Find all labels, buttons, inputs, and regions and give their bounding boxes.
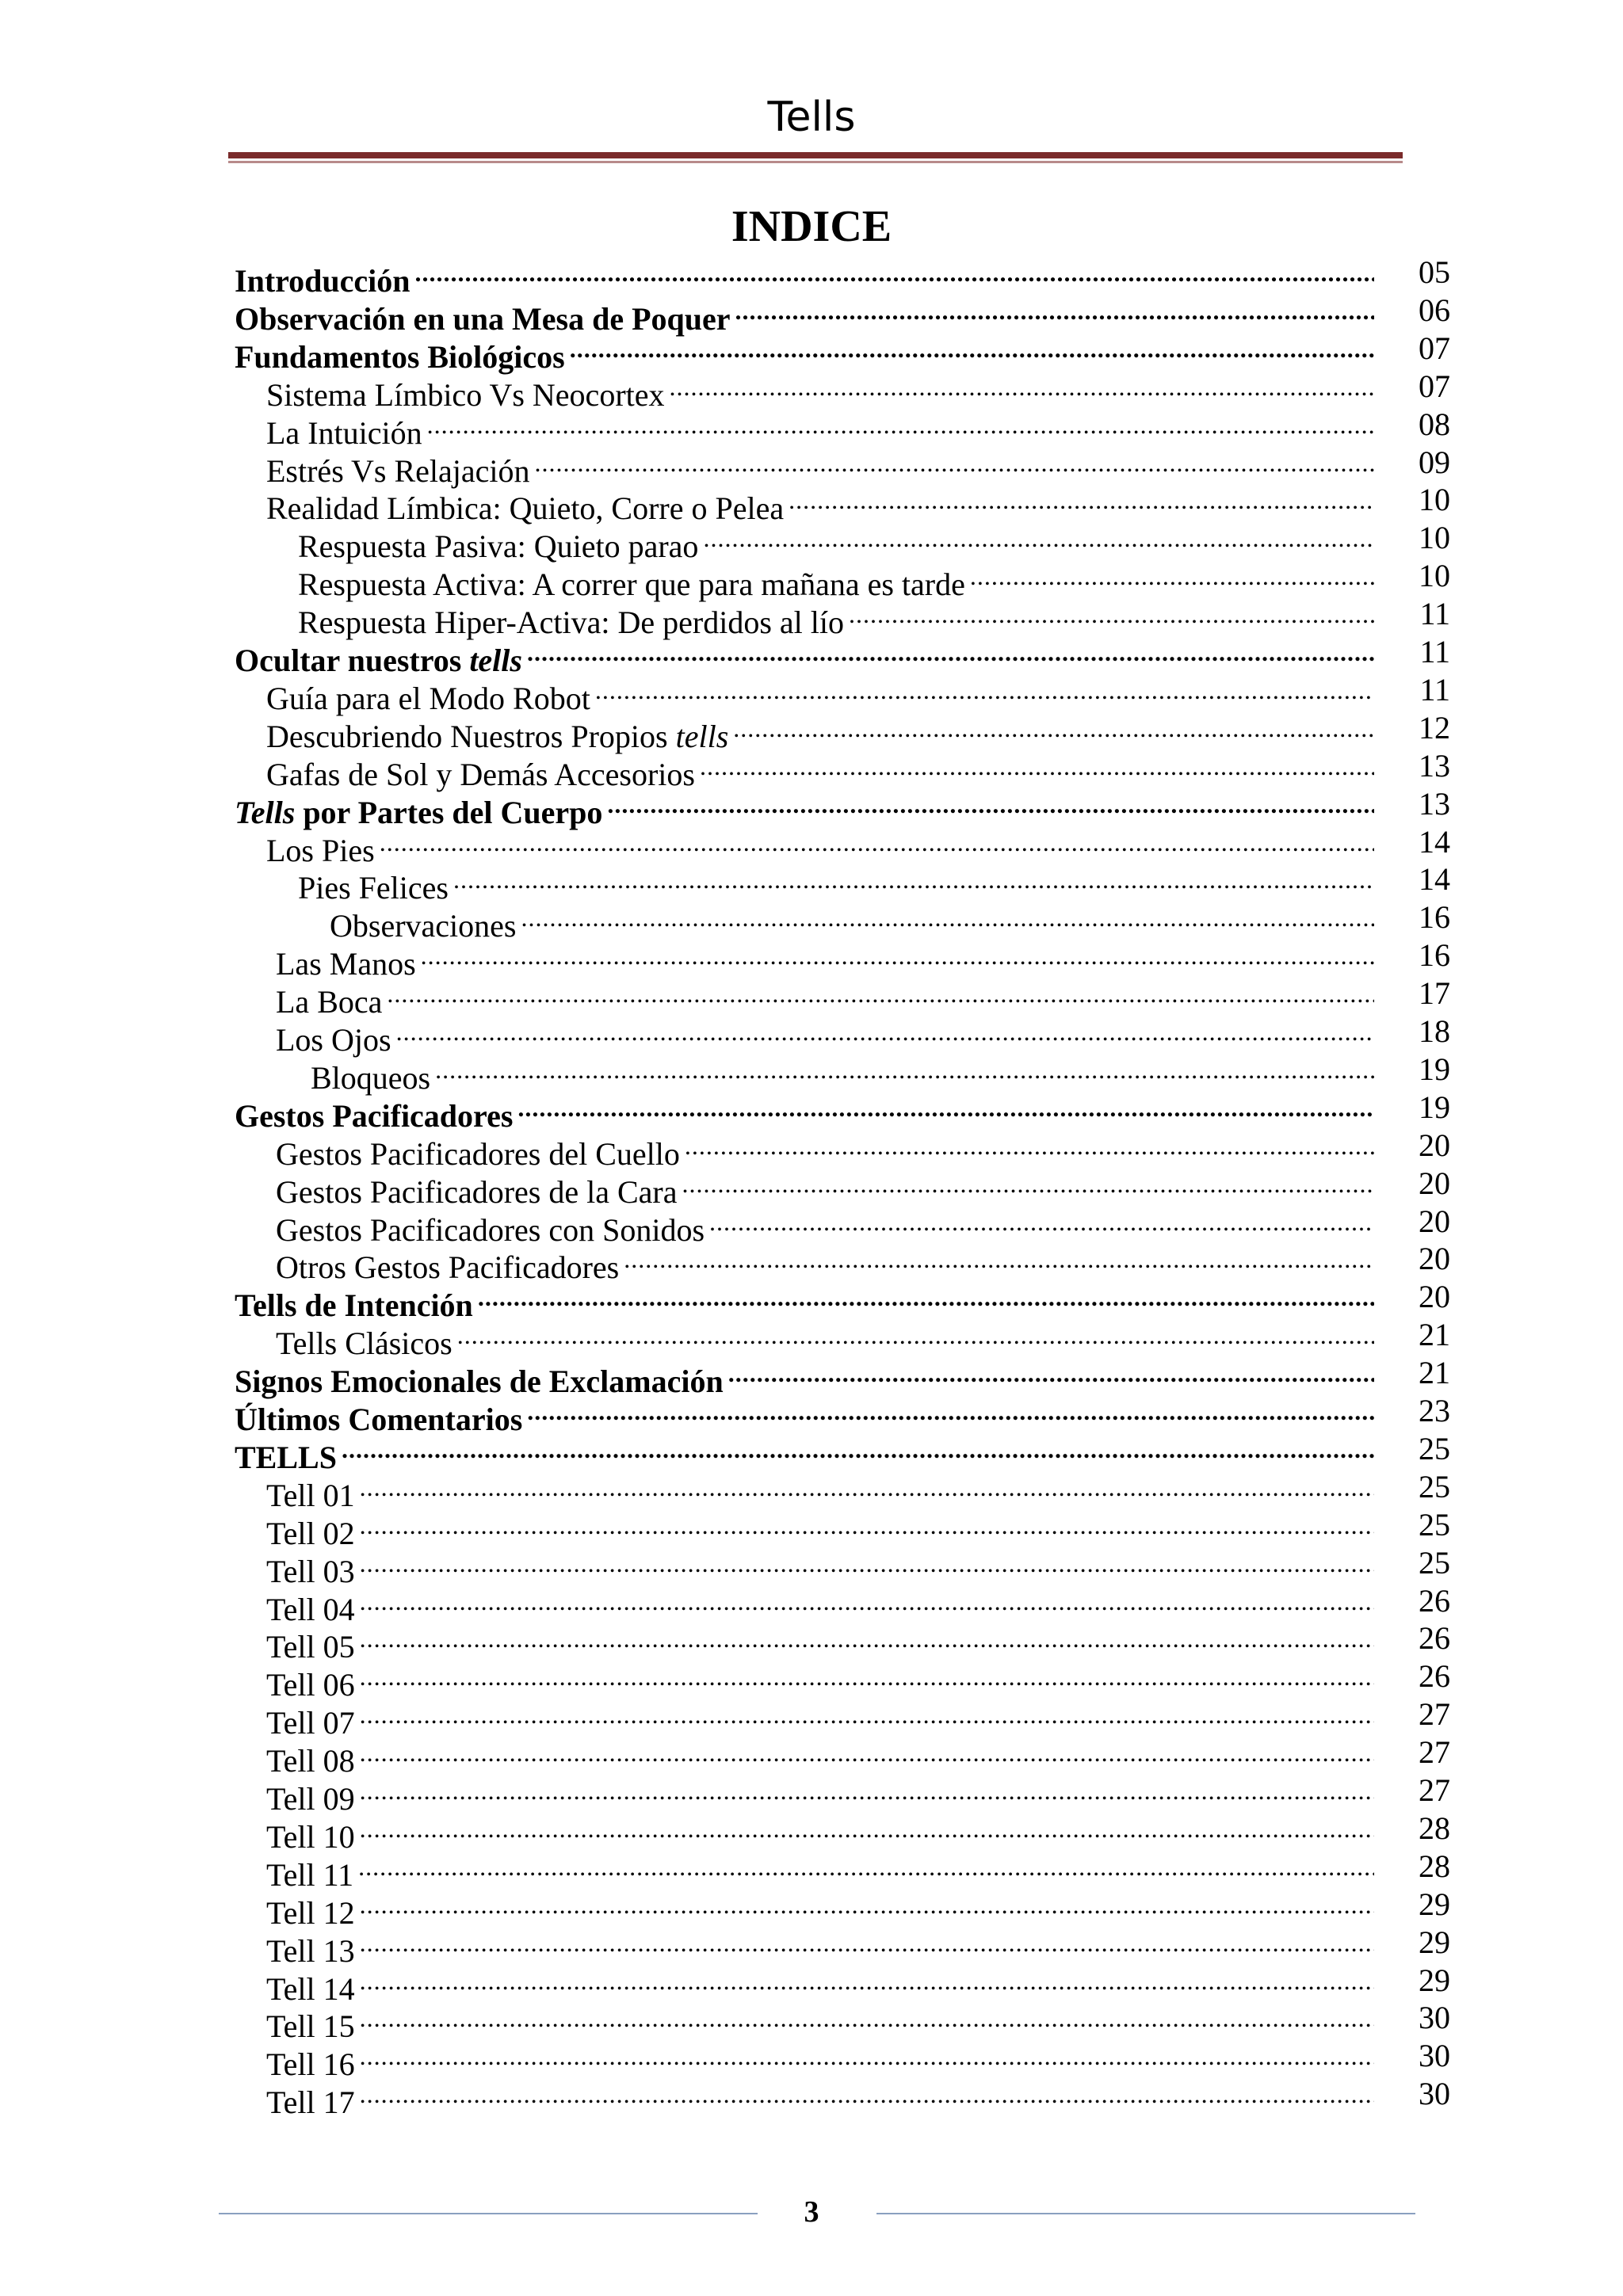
toc-entry-label-text: Otros Gestos Pacificadores	[276, 1249, 620, 1286]
toc-entry[interactable]	[266, 1733, 1450, 1779]
toc-dot-leader	[682, 1165, 1374, 1203]
toc-dot-leader	[358, 1848, 1374, 1886]
toc-entry[interactable]	[266, 1544, 1450, 1589]
toc-dot-leader	[427, 406, 1374, 444]
toc-dot-leader	[624, 1240, 1374, 1278]
toc-dot-leader	[360, 1657, 1374, 1695]
toc-dot-leader	[360, 1962, 1374, 2000]
toc-entry-label-text: Tell 15	[266, 2008, 355, 2045]
toc-dot-leader	[521, 898, 1374, 936]
toc-entry[interactable]	[266, 747, 1450, 792]
toc-entry-page: 19	[1419, 1089, 1450, 1125]
toc-entry-page: 25	[1419, 1468, 1450, 1505]
toc-dot-leader	[360, 1582, 1374, 1620]
toc-dot-leader	[570, 330, 1374, 368]
toc-entry[interactable]	[266, 823, 1450, 868]
toc-entry-label-text: Tell 06	[266, 1667, 355, 1703]
toc-dot-leader	[703, 519, 1374, 557]
toc-entry-page: 25	[1419, 1430, 1450, 1466]
toc-entry-label-text: Tell 04	[266, 1591, 355, 1627]
toc-entry-label-text: Tell 10	[266, 1818, 355, 1855]
toc-entry-label-text: Ocultar nuestros	[235, 643, 470, 678]
toc-entry-label-text: Signos Emocionales de Exclamación	[235, 1363, 724, 1400]
toc-dot-leader	[360, 1999, 1374, 2037]
toc-entry[interactable]	[266, 1999, 1450, 2045]
toc-entry[interactable]	[266, 671, 1450, 716]
toc-entry[interactable]	[276, 1165, 1450, 1210]
toc-entry-page: 16	[1419, 899, 1450, 936]
toc-entry-label-text: Los Pies	[266, 832, 375, 868]
toc-dot-leader	[535, 444, 1374, 482]
toc-entry-page: 09	[1419, 444, 1450, 480]
toc-entry-label-text: Tell 17	[266, 2084, 355, 2121]
toc-entry[interactable]	[298, 595, 1450, 641]
toc-entry-page: 26	[1419, 1620, 1450, 1657]
toc-dot-leader	[360, 1886, 1374, 1924]
toc-dot-leader	[607, 785, 1374, 823]
toc-entry-page: 20	[1419, 1165, 1450, 1201]
toc-entry-page: 18	[1419, 1013, 1450, 1049]
header-title: Tells	[767, 93, 856, 141]
toc-entry[interactable]	[235, 1392, 1450, 1437]
toc-entry-label-text: La Intuición	[266, 414, 422, 451]
toc-entry-page: 30	[1419, 2076, 1450, 2112]
toc-dot-leader	[380, 823, 1374, 861]
toc-entry[interactable]	[235, 330, 1450, 375]
toc-entry[interactable]	[235, 785, 1450, 830]
toc-entry-label-text: Guía para el Modo Robot	[266, 680, 590, 716]
toc-entry[interactable]	[266, 1506, 1450, 1551]
toc-entry[interactable]	[266, 1468, 1450, 1513]
toc-entry[interactable]	[298, 557, 1450, 603]
toc-entry-page: 20	[1419, 1241, 1450, 1277]
toc-entry[interactable]	[276, 1127, 1450, 1172]
toc-dot-leader	[415, 254, 1374, 292]
toc-entry-page: 25	[1419, 1506, 1450, 1543]
toc-entry-label-text: Respuesta Hiper-Activa: De perdidos al lío	[298, 605, 845, 641]
header-rule-thin	[228, 161, 1403, 163]
toc-dot-leader	[360, 2075, 1374, 2113]
toc-entry-label-text: Últimos Comentarios	[235, 1402, 523, 1437]
toc-entry-page: 29	[1419, 1962, 1450, 1998]
toc-dot-leader	[360, 1619, 1374, 1657]
toc-entry-page: 14	[1419, 861, 1450, 898]
toc-entry[interactable]	[266, 1772, 1450, 1817]
toc-entry-label-text: Sistema Límbico Vs Neocortex	[266, 376, 665, 413]
toc-dot-leader	[360, 1924, 1374, 1962]
footer-page-number: 3	[804, 2195, 819, 2229]
toc-entry-label-text: Tell 03	[266, 1553, 355, 1589]
toc-entry-page: 06	[1419, 292, 1450, 328]
toc-entry-label-text: Tell 08	[266, 1743, 355, 1779]
toc-title: INDICE	[731, 202, 892, 251]
toc-entry-page: 27	[1419, 1772, 1450, 1808]
toc-entry-page: 17	[1419, 975, 1450, 1012]
toc-dot-leader	[595, 671, 1374, 709]
toc-entry[interactable]	[266, 368, 1450, 413]
toc-entry-label-text: Tell 01	[266, 1477, 355, 1513]
toc-entry-label-text: Pies Felices	[298, 870, 449, 906]
toc-entry-page: 20	[1419, 1127, 1450, 1163]
toc-entry-page: 07	[1419, 330, 1450, 366]
toc-entry[interactable]	[266, 1962, 1450, 2007]
toc-entry[interactable]	[235, 1089, 1450, 1134]
toc-entry-page: 05	[1419, 254, 1450, 290]
toc-entry-label-text: Las Manos	[276, 946, 416, 982]
toc-entry-label-emphasis: Tells	[235, 794, 296, 830]
toc-entry-label-text: Respuesta Pasiva: Quieto parao	[298, 528, 699, 565]
toc-dot-leader	[435, 1051, 1374, 1089]
toc-entry-label-text: Tells Clásicos	[276, 1325, 453, 1362]
toc-entry-label-text: Tell 05	[266, 1629, 355, 1665]
toc-entry-page: 20	[1419, 1279, 1450, 1315]
toc-entry-page: 13	[1419, 785, 1450, 822]
toc-entry[interactable]	[330, 898, 1450, 944]
toc-entry[interactable]	[235, 1354, 1450, 1400]
toc-dot-leader	[457, 1316, 1374, 1354]
footer-rule-right	[876, 2213, 1415, 2214]
toc-dot-leader	[360, 1468, 1374, 1506]
toc-entry-label-text: Estrés Vs Relajación	[266, 452, 530, 489]
toc-entry[interactable]	[266, 709, 1450, 754]
toc-entry-page: 08	[1419, 406, 1450, 442]
toc-dot-leader	[849, 595, 1374, 633]
toc-entry-label-text: Tell 16	[266, 2046, 355, 2083]
toc-entry-label-text: Fundamentos Biológicos	[235, 338, 565, 375]
toc-entry[interactable]	[266, 1886, 1450, 1931]
toc-dot-leader	[789, 481, 1374, 519]
toc-dot-leader	[735, 292, 1374, 330]
toc-dot-leader	[685, 1127, 1374, 1165]
toc-entry-page: 10	[1419, 558, 1450, 594]
toc-entry-page: 11	[1419, 634, 1450, 669]
toc-entry[interactable]	[235, 1430, 1450, 1475]
toc-entry-label-text: Gafas de Sol y Demás Accesorios	[266, 756, 695, 792]
toc-entry-page: 26	[1419, 1658, 1450, 1695]
toc-entry-label-text: Observación en una Mesa de Poquer	[235, 300, 731, 337]
toc-entry-page: 27	[1419, 1734, 1450, 1771]
toc-entry-page: 27	[1419, 1696, 1450, 1733]
toc-entry-label-text: Tell 09	[266, 1781, 355, 1817]
toc-entry[interactable]	[266, 406, 1450, 451]
toc-entry-label-text: Gestos Pacificadores del Cuello	[276, 1135, 680, 1172]
toc-dot-leader	[360, 2037, 1374, 2075]
toc-entry[interactable]	[266, 2037, 1450, 2083]
toc-entry-page: 11	[1419, 671, 1450, 707]
toc-entry-label-text: Realidad Límbica: Quieto, Corre o Pelea	[266, 490, 785, 527]
toc-entry-label-text: Gestos Pacificadores	[235, 1097, 514, 1134]
toc-entry[interactable]	[276, 974, 1450, 1020]
toc-entry-page: 29	[1419, 1924, 1450, 1960]
toc-entry-label-text: Tells de Intención	[235, 1287, 473, 1324]
toc-entry[interactable]	[266, 1924, 1450, 1969]
toc-entry-label-text: Descubriendo Nuestros Propios	[266, 718, 676, 754]
toc-dot-leader	[970, 557, 1374, 595]
toc-entry-page: 16	[1419, 937, 1450, 974]
toc-entry[interactable]	[266, 1695, 1450, 1741]
toc-entry-page: 23	[1419, 1393, 1450, 1428]
toc-entry[interactable]	[276, 1203, 1450, 1248]
toc-entry-label-text: Bloqueos	[311, 1059, 431, 1096]
toc-dot-leader	[396, 1013, 1374, 1051]
toc-dot-leader	[360, 1810, 1374, 1848]
toc-entry[interactable]	[235, 292, 1450, 337]
toc-dot-leader	[360, 1772, 1374, 1810]
toc-entry-page: 10	[1419, 482, 1450, 518]
toc-entry-label-emphasis: tells	[469, 643, 522, 678]
toc-entry-page: 21	[1419, 1317, 1450, 1353]
toc-dot-leader	[387, 974, 1374, 1013]
toc-entry-label-text: La Boca	[276, 984, 383, 1020]
toc-dot-leader	[342, 1430, 1374, 1468]
toc-entry[interactable]	[266, 444, 1450, 489]
toc-entry[interactable]	[266, 1848, 1450, 1893]
toc-dot-leader	[360, 1544, 1374, 1582]
toc-dot-leader	[360, 1695, 1374, 1733]
toc-entry-page: 30	[1419, 2000, 1450, 2036]
toc-entry-page: 30	[1419, 2038, 1450, 2074]
toc-entry[interactable]	[298, 860, 1450, 906]
toc-entry-label-text: Tell 14	[266, 1970, 355, 2007]
toc-entry[interactable]	[266, 1657, 1450, 1703]
toc-dot-leader	[453, 860, 1374, 898]
toc-entry-label-emphasis: tells	[675, 718, 729, 754]
toc-entry[interactable]	[276, 936, 1450, 982]
toc-entry[interactable]	[266, 481, 1450, 527]
toc-entry-page: 28	[1419, 1848, 1450, 1884]
toc-dot-leader	[360, 1733, 1374, 1772]
toc-entry-page: 12	[1419, 709, 1450, 746]
toc-entry[interactable]	[276, 1316, 1450, 1362]
toc-entry[interactable]	[266, 1582, 1450, 1627]
toc-entry-page: 14	[1419, 823, 1450, 860]
toc-dot-leader	[527, 1392, 1374, 1430]
toc-entry-label-text: Tell 02	[266, 1515, 355, 1551]
toc-entry-page: 11	[1419, 596, 1450, 632]
toc-entry[interactable]	[266, 2075, 1450, 2121]
toc-entry-label-text: TELLS	[235, 1439, 337, 1475]
toc-entry-label-text: Introducción	[235, 263, 411, 299]
toc-entry-page: 13	[1419, 747, 1450, 784]
toc-entry-label-text: Tell 13	[266, 1932, 355, 1969]
toc-entry[interactable]	[266, 1810, 1450, 1855]
toc-entry[interactable]	[266, 1619, 1450, 1665]
toc-entry-page: 07	[1419, 368, 1450, 404]
toc-entry-label-text: Tell 11	[266, 1856, 354, 1893]
toc-entry-label	[266, 2084, 355, 2122]
toc-dot-leader	[700, 747, 1374, 785]
toc-entry-page: 29	[1419, 1886, 1450, 1922]
toc-entry-label-text: Los Ojos	[276, 1022, 391, 1058]
toc-entry-label-text: Gestos Pacificadores de la Cara	[276, 1173, 678, 1210]
toc-entry-page: 26	[1419, 1582, 1450, 1619]
toc-entry-label-text: por Partes del Cuerpo	[295, 794, 603, 830]
toc-entry-label-text: Tell 12	[266, 1894, 355, 1931]
toc-entry[interactable]	[311, 1051, 1450, 1096]
toc-entry-label-text: Respuesta Activa: A correr que para mañana es tarde	[298, 566, 965, 603]
toc-dot-leader	[709, 1203, 1374, 1241]
toc-entry-page: 21	[1419, 1355, 1450, 1391]
toc-entry[interactable]	[298, 519, 1450, 565]
header-rule	[228, 152, 1403, 158]
toc-dot-leader	[670, 368, 1375, 406]
toc-dot-leader	[478, 1278, 1374, 1316]
toc-entry-page: 20	[1419, 1203, 1450, 1239]
toc-dot-leader	[360, 1506, 1374, 1544]
toc-entry[interactable]	[276, 1240, 1450, 1286]
toc-entry[interactable]	[235, 1278, 1450, 1324]
toc-dot-leader	[517, 1089, 1374, 1127]
toc-entry[interactable]	[235, 254, 1450, 299]
toc-dot-leader	[733, 709, 1374, 747]
toc-entry-label-text: Tell 07	[266, 1705, 355, 1741]
toc-entry-page: 25	[1419, 1544, 1450, 1581]
toc-entry-page: 28	[1419, 1810, 1450, 1846]
toc-entry-label-text: Observaciones	[330, 908, 517, 944]
toc-dot-leader	[527, 633, 1374, 671]
toc-entry-page: 19	[1419, 1051, 1450, 1087]
toc-entry[interactable]	[235, 633, 1450, 678]
toc-dot-leader	[421, 936, 1374, 974]
toc-entry-label-text: Gestos Pacificadores con Sonidos	[276, 1211, 705, 1248]
toc-entry[interactable]	[276, 1013, 1450, 1058]
toc-dot-leader	[728, 1354, 1374, 1392]
toc-entry-page: 10	[1419, 520, 1450, 556]
